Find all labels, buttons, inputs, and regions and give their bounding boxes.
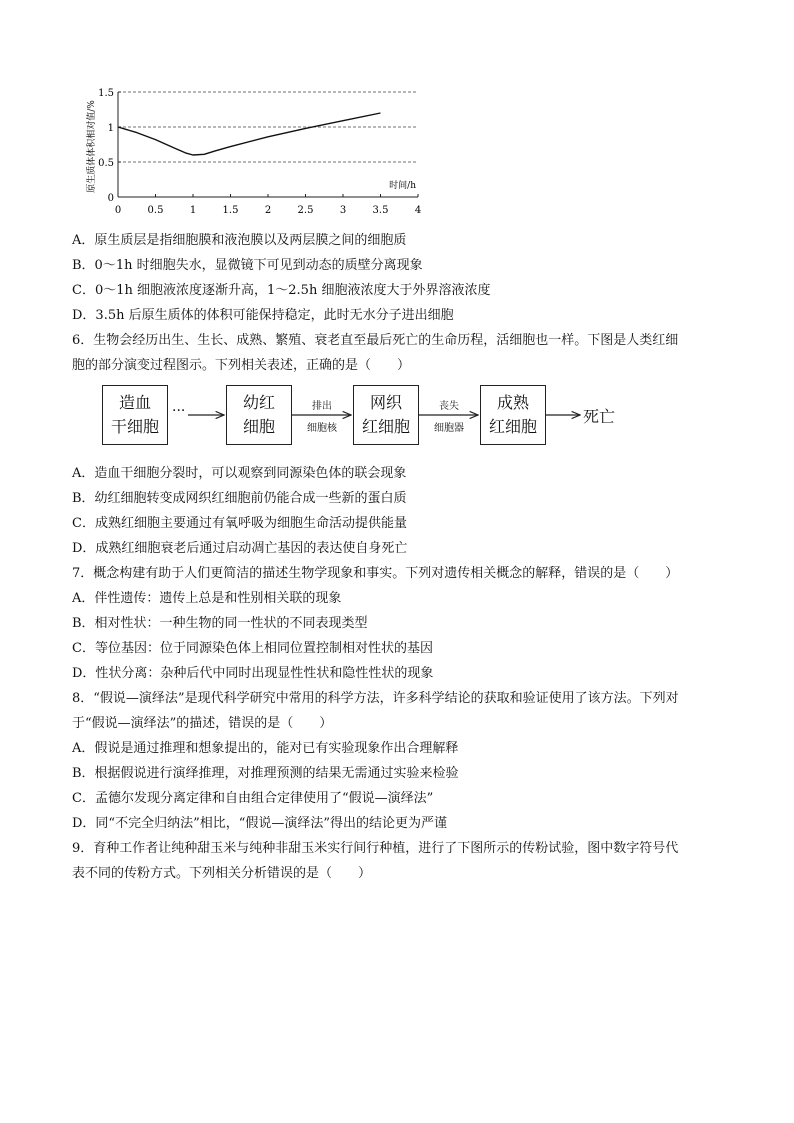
flow-box-text: 幼红 (242, 393, 275, 412)
flow-box-text: 网织 (369, 393, 402, 412)
q6-stem-line2: 胞的部分演变过程图示。下列相关表述，正确的是（ ） (72, 358, 411, 373)
x-tick-label: 2 (264, 205, 272, 216)
arrow-3-top-label: 丧失 (439, 401, 459, 412)
q6-stem-line1: 6．生物会经历出生、生长、成熟、繁殖、衰老直至最后死亡的生命历程，活细胞也一样。下图是人类红细 (72, 333, 679, 348)
q8-option-a: A．假说是通过推理和想象提出的，能对已有实验现象作出合理解释 (72, 741, 459, 756)
flow-box-text: 造血 (118, 393, 151, 412)
q6-option-c: C．成熟红细胞主要通过有氧呼吸为细胞生命活动提供能量 (72, 516, 407, 531)
x-tick-label: 0 (114, 205, 122, 216)
x-tick-label: 2.5 (297, 205, 314, 216)
flow-end-death: 死亡 (583, 407, 616, 426)
y-tick-label: 1.5 (98, 88, 114, 99)
red-cell-flow-diagram (102, 385, 662, 449)
q9-stem-line1: 9．育种工作者让纯种甜玉米与纯种非甜玉米实行间行种植，进行了下图所示的传粉试验，图中数字符号代 (72, 841, 679, 856)
q7-option-a: A．伴性遗传：遗传上总是和性别相关联的现象 (72, 591, 342, 606)
x-tick-label: 4 (414, 205, 422, 216)
q5-option-d: D．3.5h 后原生质体的体积可能保持稳定，此时无水分子进出细胞 (72, 308, 454, 323)
x-tick-label: 3 (339, 205, 347, 216)
x-tick-label: 3.5 (372, 205, 389, 216)
q5-options (72, 228, 774, 328)
x-axis-label: 时间/h (389, 181, 416, 191)
q8 (72, 686, 774, 836)
y-tick-label: 0 (107, 193, 114, 204)
series-line (118, 113, 381, 155)
flow-arrows (102, 385, 662, 449)
q8-stem-line2: 于“假说—演绎法”的描述，错误的是（ ） (72, 716, 333, 731)
y-tick-label: 0.5 (98, 158, 114, 169)
q8-option-b: B．根据假说进行演绎推理，对推理预测的结果无需通过实验来检验 (72, 766, 459, 781)
arrow-2-top-label: 排出 (312, 401, 332, 412)
x-tick-label: 1.5 (222, 205, 239, 216)
q6-option-a: A．造血干细胞分裂时，可以观察到同源染色体的联会现象 (72, 466, 407, 481)
flow-box-text: 红细胞 (488, 417, 537, 436)
q8-stem-line1: 8．“假说—演绎法”是现代科学研究中常用的科学方法，许多科学结论的获取和验证使用了该方法。下列对 (72, 691, 679, 706)
flow-box-text: 干细胞 (110, 417, 159, 436)
q5-option-a: A．原生质层是指细胞膜和液泡膜以及两层膜之间的细胞质 (72, 233, 407, 248)
protoplast-volume-chart (80, 82, 430, 222)
x-tick-label: 0.5 (147, 205, 164, 216)
y-axis-label: 原生质体体积相对值/% (87, 100, 97, 193)
q7-option-d: D．性状分离：杂种后代中同时出现显性性状和隐性性状的现象 (72, 666, 434, 681)
y-tick-label: 1 (107, 123, 114, 134)
q6-options (72, 461, 774, 561)
arrow-1-dots: ··· (172, 403, 186, 419)
q7 (72, 561, 774, 686)
q6-option-b: B．幼红细胞转变成网织红细胞前仍能合成一些新的蛋白质 (72, 491, 407, 506)
q6-stem (72, 328, 774, 378)
q5-option-b: B．0～1h 时细胞失水，显微镜下可见到动态的质壁分离现象 (72, 258, 423, 273)
flow-box-text: 细胞 (242, 417, 275, 436)
arrow-3-bottom-label: 细胞器 (434, 423, 464, 434)
q8-option-d: D．同“不完全归纳法”相比，“假说—演绎法”得出的结论更为严谨 (72, 816, 448, 831)
q5-option-c: C．0～1h 细胞液浓度逐渐升高，1～2.5h 细胞液浓度大于外界溶液浓度 (72, 283, 491, 298)
q7-stem: 7．概念构建有助于人们更简洁的描述生物学现象和事实。下列对遗传相关概念的解释，错误的是（ ） (72, 566, 679, 581)
q6-option-d: D．成熟红细胞衰老后通过启动凋亡基因的表达使自身死亡 (72, 541, 408, 556)
q7-option-b: B．相对性状：一种生物的同一性状的不同表现类型 (72, 616, 368, 631)
q9 (72, 836, 774, 886)
x-tick-label: 1 (189, 205, 197, 216)
q8-option-c: C．孟德尔发现分离定律和自由组合定律使用了“假说—演绎法” (72, 791, 434, 806)
flow-box-text: 红细胞 (361, 417, 410, 436)
q9-stem-line2: 表不同的传粉方式。下列相关分析错误的是（ ） (72, 866, 372, 881)
q7-option-c: C．等位基因：位于同源染色体上相同位置控制相对性状的基因 (72, 641, 433, 656)
line-chart (80, 82, 430, 222)
arrow-2-bottom-label: 细胞核 (307, 423, 337, 434)
flow-box-text: 成熟 (496, 393, 529, 412)
